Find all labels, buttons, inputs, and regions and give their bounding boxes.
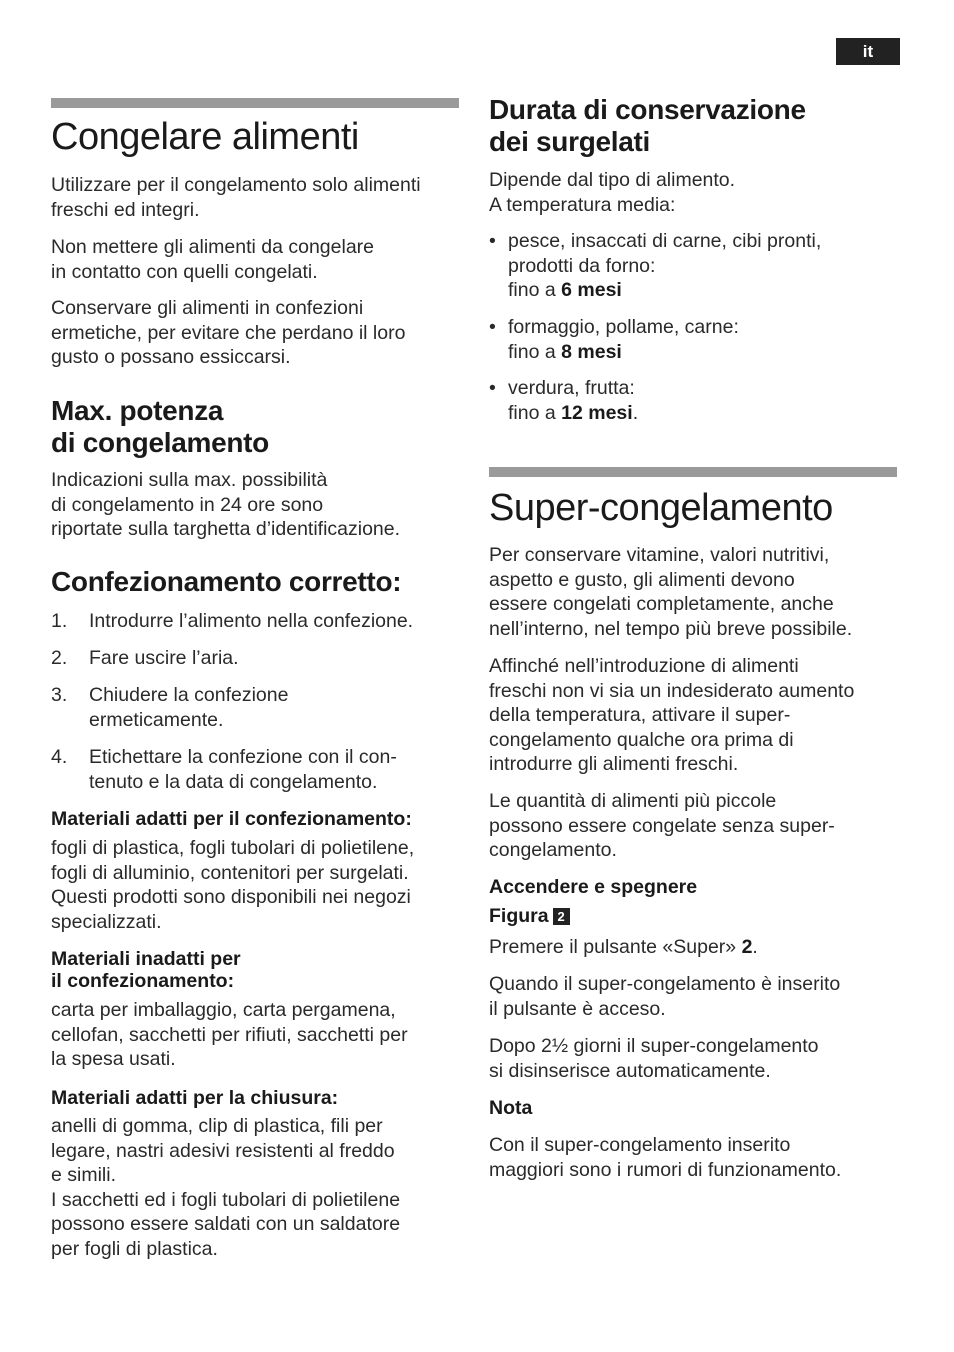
unsuitable-materials-text: carta per imballaggio, carta pergamena, cellofan, sacchetti per rifiuti, sacchetti per la spesa usati. [51, 999, 408, 1070]
super-paragraph-1: Per conservare vitamine, valori nutritivi, aspetto e gusto, gli alimenti devono essere congelati completamente, anche nell’interno, nel tempo più breve possibile. [489, 544, 853, 640]
storage-duration-heading: Durata di conservazione dei surgelati [489, 94, 806, 157]
super-freezing-title: Super-congelamento [489, 487, 833, 529]
list-item: 2. Fare uscire l’aria. [51, 647, 239, 669]
page-title: Congelare alimenti [51, 116, 359, 158]
note-text: Con il super-congelamento inserito maggiori sono i rumori di funzionamento. [489, 1134, 842, 1181]
closure-materials-text: anelli di gomma, clip di plastica, fili per legare, nastri adesivi resistenti al freddo e simili. I sacchetti ed i fogli tubolari di polietilene possono essere saldati con un saldatore per fogli di plastica. [51, 1115, 401, 1260]
super-paragraph-2: Affinché nell’introduzione di alimenti freschi non vi sia un indesiderato aumento della temperatura, attivare il super- congelamento qualche ora prima di introdurre gli alimenti freschi. [489, 655, 855, 775]
figure-number-badge: 2 [553, 908, 570, 925]
intro-paragraph-1: Utilizzare per il congelamento solo alimenti freschi ed integri. [51, 174, 421, 221]
list-item: • pesce, insaccati di carne, cibi pronti, prodotti da forno: fino a 6 mesi [489, 230, 822, 301]
when-active-text: Quando il super-congelamento è inserito il pulsante è acceso. [489, 973, 841, 1020]
intro-paragraph-3: Conservare gli alimenti in confezioni ermetiche, per evitare che perdano il loro gusto o possano essiccarsi. [51, 297, 406, 368]
list-item: 4. Etichettare la confezione con il con- tenuto e la data di congelamento. [51, 746, 397, 793]
on-off-heading: Accendere e spegnere [489, 876, 698, 898]
section-rule-left [51, 98, 459, 108]
section-rule-right [489, 467, 897, 477]
super-paragraph-3: Le quantità di alimenti più piccole possono essere congelate senza super- congelamento. [489, 790, 835, 861]
language-tab: it [836, 38, 900, 65]
intro-paragraph-2: Non mettere gli alimenti da congelare in contatto con quelli congelati. [51, 236, 375, 283]
list-item: 1. Introdurre l’alimento nella confezione. [51, 610, 414, 632]
list-item: • formaggio, pollame, carne: fino a 8 mesi [489, 316, 739, 363]
figure-reference: Figura 2 [489, 905, 570, 927]
note-heading: Nota [489, 1097, 533, 1119]
list-item: 3. Chiudere la confezione ermeticamente. [51, 684, 289, 731]
max-freezing-text: Indicazioni sulla max. possibilità di congelamento in 24 ore sono riportate sulla targhetta d’identificazione. [51, 469, 401, 540]
packaging-heading: Confezionamento corretto: [51, 566, 402, 597]
unsuitable-materials-heading: Materiali inadatti per il confezionamento: [51, 948, 241, 992]
list-item: • verdura, frutta: fino a 12 mesi. [489, 377, 639, 424]
max-freezing-heading: Max. potenza di congelamento [51, 395, 269, 458]
auto-off-text: Dopo 2½ giorni il super-congelamento si disinserisce automaticamente. [489, 1035, 819, 1082]
press-button-text: Premere il pulsante «Super» 2. [489, 936, 758, 958]
suitable-materials-text: fogli di plastica, fogli tubolari di polietilene, fogli di alluminio, contenitori per surgelati. Questi prodotti sono disponibili nei negozi specializzati. [51, 837, 415, 933]
closure-materials-heading: Materiali adatti per la chiusura: [51, 1087, 339, 1109]
storage-duration-text: Dipende dal tipo di alimento. A temperatura media: [489, 169, 736, 216]
suitable-materials-heading: Materiali adatti per il confezionamento: [51, 808, 412, 830]
